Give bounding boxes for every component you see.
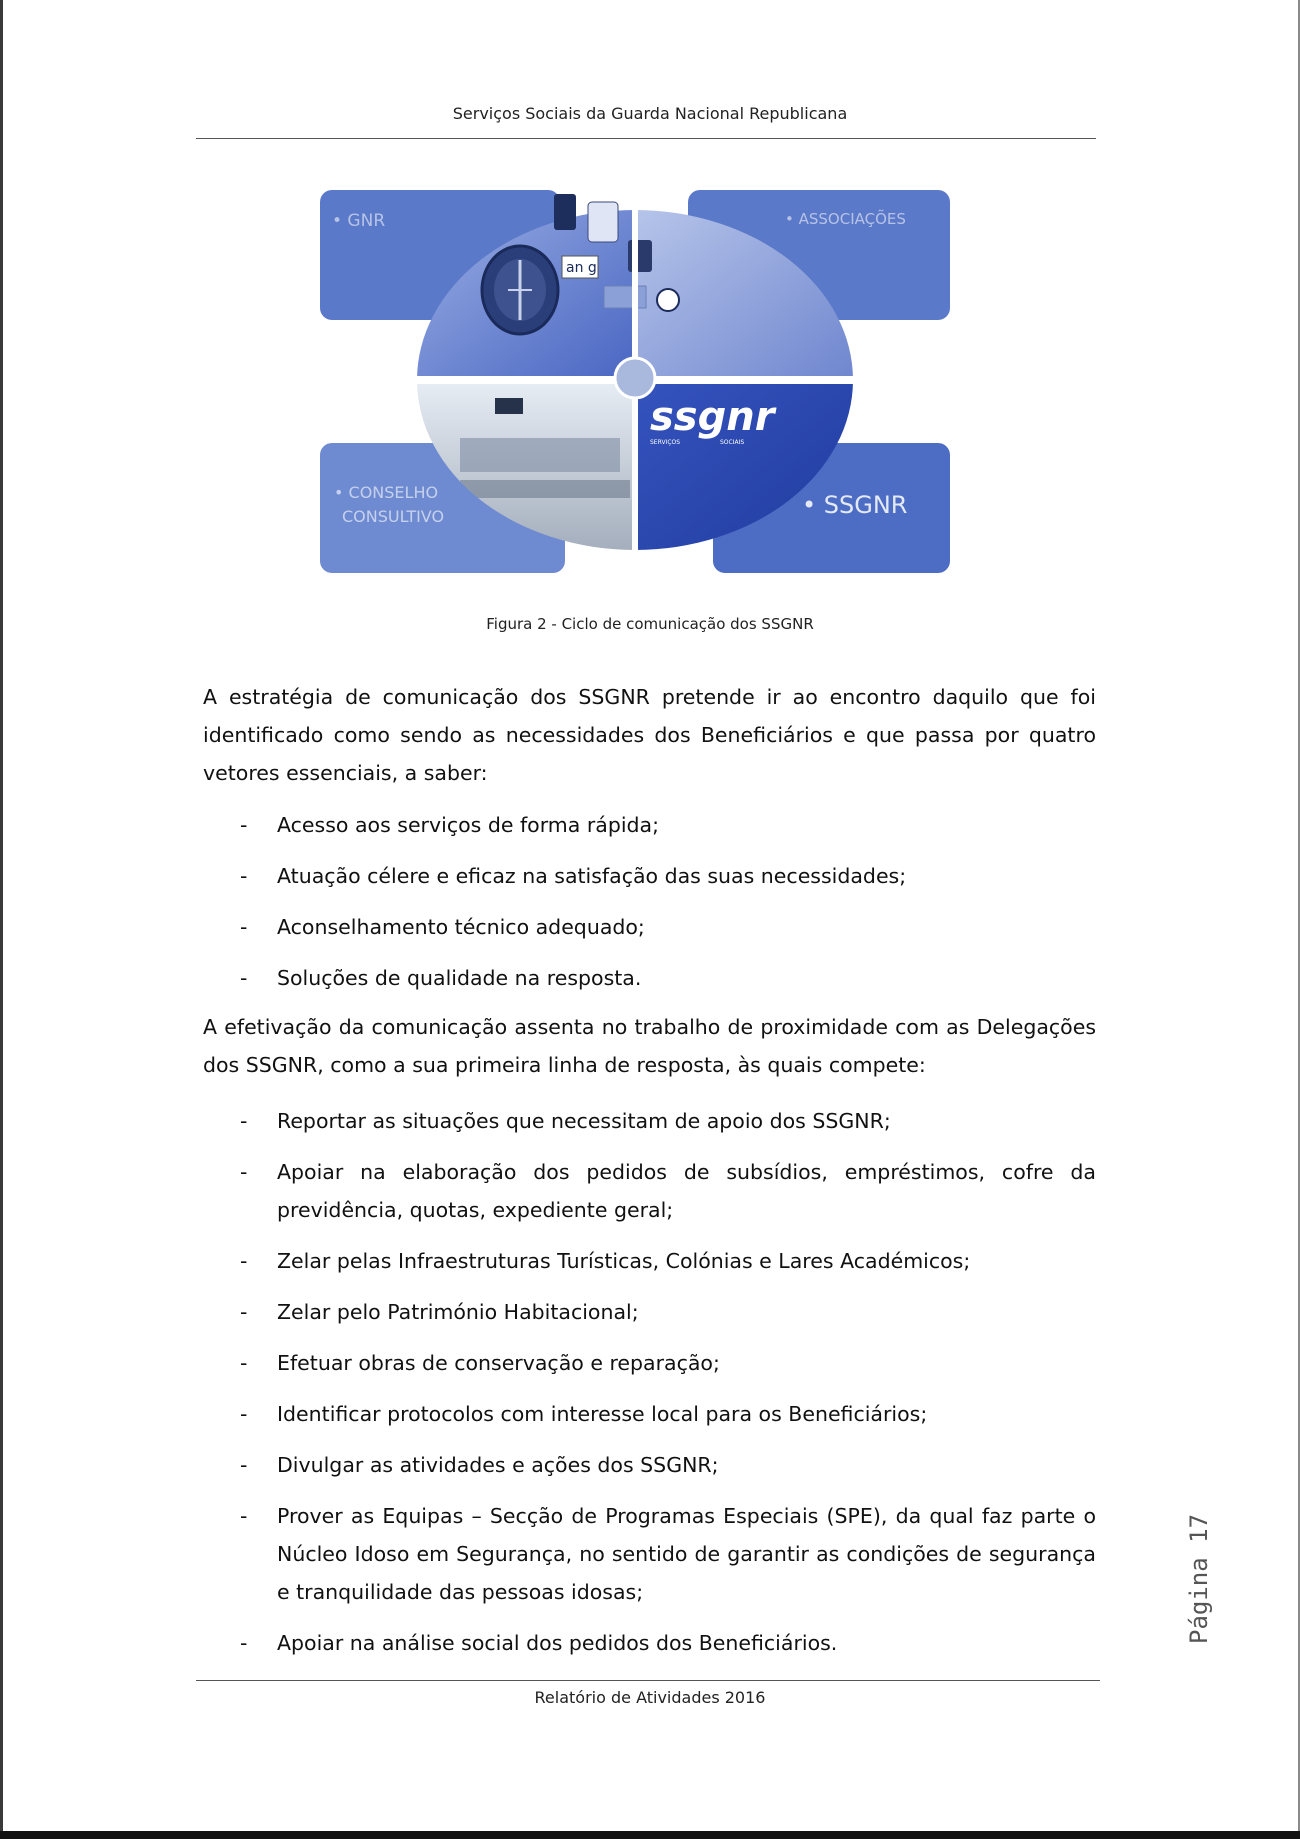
ssgnr-logo-text: ssgnr xyxy=(650,394,775,440)
list-item xyxy=(203,1395,1096,1433)
badge-icon-6 xyxy=(604,286,646,308)
list-item-text: Apoiar na elaboração dos pedidos de subsídios, empréstimos, cofre da previdência, quotas, expediente geral; xyxy=(277,1160,1096,1222)
dash-marker: - xyxy=(240,1249,248,1273)
label-conselho-2: CONSULTIVO xyxy=(342,507,445,526)
dash-marker: - xyxy=(240,966,248,990)
list-item xyxy=(203,1344,1096,1382)
scan-edge-bottom xyxy=(0,1831,1300,1839)
header-rule xyxy=(196,138,1096,139)
dash-marker: - xyxy=(240,1109,248,1133)
dash-marker: - xyxy=(240,1160,248,1184)
list-item xyxy=(203,1497,1096,1611)
list-item xyxy=(203,1446,1096,1484)
list-item xyxy=(203,1242,1096,1280)
list-item-text: Efetuar obras de conservação e reparação; xyxy=(277,1351,720,1375)
list-item-text: Divulgar as atividades e ações dos SSGNR; xyxy=(277,1453,719,1477)
list-item-text: Acesso aos serviços de forma rápida; xyxy=(277,813,660,837)
list-item-text: Prover as Equipas – Secção de Programas Especiais (SPE), da qual faz parte o Núcleo Idoso em Segurança, no sentido de garantir as condições de segurança e tranquilidade das pessoas idosas; xyxy=(277,1504,1096,1604)
ssgnr-logo-left: SERVIÇOS xyxy=(650,439,681,446)
list-item-text: Zelar pelo Património Habitacional; xyxy=(277,1300,639,1324)
page-number: Página 17 xyxy=(1185,1513,1213,1644)
center-emblem-icon xyxy=(615,358,655,398)
figure-caption: Figura 2 - Ciclo de comunicação dos SSGNR xyxy=(486,615,814,633)
badge-text: an g xyxy=(566,260,597,276)
dash-marker: - xyxy=(240,1504,248,1528)
footer-rule xyxy=(196,1680,1100,1681)
badge-icon-5 xyxy=(657,289,679,311)
list-item xyxy=(203,1624,1096,1662)
dash-marker: - xyxy=(240,1402,248,1426)
list-item xyxy=(203,806,1096,844)
dash-marker: - xyxy=(240,915,248,939)
list-item xyxy=(203,1102,1096,1140)
list-item-text: Soluções de qualidade na resposta. xyxy=(277,966,642,990)
label-ssgnr: • SSGNR xyxy=(802,491,908,519)
list-item-text: Aconselhamento técnico adequado; xyxy=(277,915,645,939)
list-item xyxy=(203,1293,1096,1331)
badge-icon-4 xyxy=(628,240,652,272)
communication-cycle-figure xyxy=(310,180,960,580)
list-item xyxy=(203,959,1096,997)
vectors-list xyxy=(203,806,1096,1010)
badge-icon-2 xyxy=(588,202,618,242)
list-item-text: Apoiar na análise social dos pedidos dos Beneficiários. xyxy=(277,1631,838,1655)
list-item xyxy=(203,908,1096,946)
dash-marker: - xyxy=(240,813,248,837)
label-gnr: • GNR xyxy=(332,211,386,231)
list-item-text: Zelar pelas Infraestruturas Turísticas, Colónias e Lares Académicos; xyxy=(277,1249,971,1273)
scan-edge-left xyxy=(0,0,3,1839)
meeting-table xyxy=(460,438,620,472)
gnr-crest-icon xyxy=(482,246,558,334)
dash-marker: - xyxy=(240,1453,248,1477)
list-item xyxy=(203,857,1096,895)
ssgnr-logo-right: SOCIAIS xyxy=(720,439,745,446)
list-item-text: Atuação célere e eficaz na satisfação das suas necessidades; xyxy=(277,864,907,888)
label-associacoes: • ASSOCIAÇÕES xyxy=(785,210,906,228)
meeting-table-2 xyxy=(460,480,630,498)
list-item-text: Reportar as situações que necessitam de apoio dos SSGNR; xyxy=(277,1109,891,1133)
badge-icon-1 xyxy=(554,194,576,230)
dash-marker: - xyxy=(240,1351,248,1375)
list-item xyxy=(203,1153,1096,1229)
paragraph-intro: A estratégia de comunicação dos SSGNR pretende ir ao encontro daquilo que foi identificado como sendo as necessidades dos Beneficiários e que passa por quatro vetores essenciais, a saber: xyxy=(203,685,1096,785)
label-conselho-1: • CONSELHO xyxy=(334,483,439,502)
dash-marker: - xyxy=(240,1631,248,1655)
paragraph-delegations: A efetivação da comunicação assenta no trabalho de proximidade com as Delegações dos SSGNR, como a sua primeira linha de resposta, às quais compete: xyxy=(203,1015,1096,1077)
dash-marker: - xyxy=(240,864,248,888)
page-header-title: Serviços Sociais da Guarda Nacional Republicana xyxy=(452,104,848,123)
footer-title: Relatório de Atividades 2016 xyxy=(534,1688,766,1707)
meeting-screen xyxy=(495,398,523,414)
delegations-duties-list xyxy=(203,1102,1096,1675)
list-item-text: Identificar protocolos com interesse local para os Beneficiários; xyxy=(277,1402,928,1426)
dash-marker: - xyxy=(240,1300,248,1324)
